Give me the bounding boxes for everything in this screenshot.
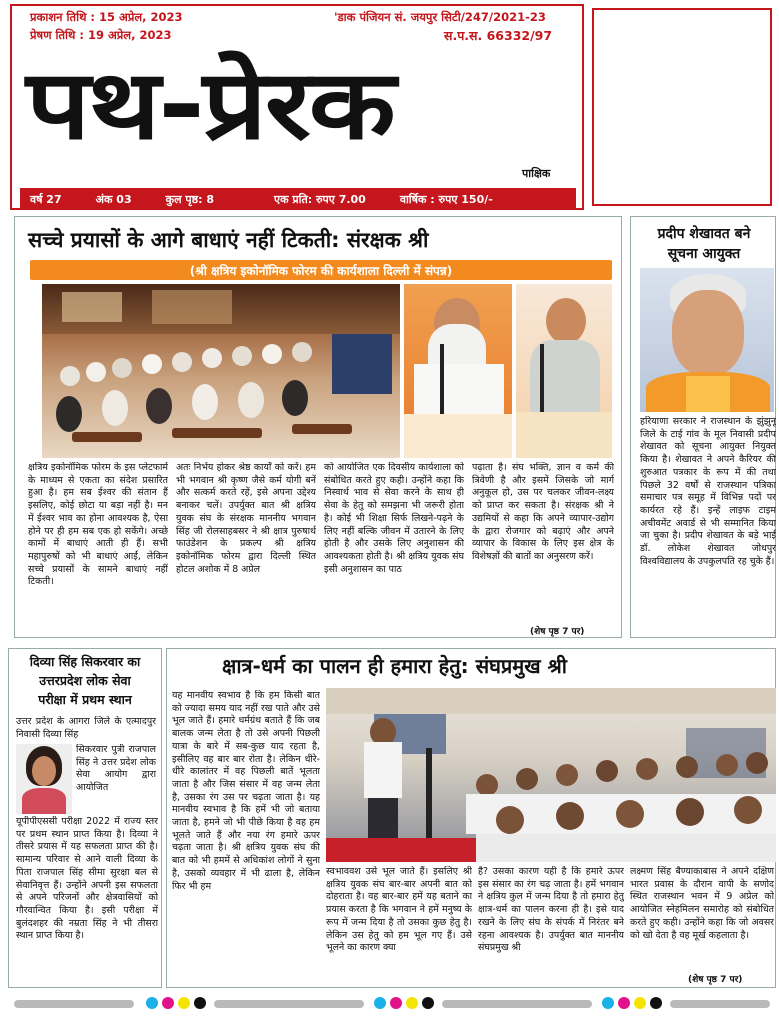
frequency-label: पाक्षिक — [522, 167, 551, 180]
dispatch-date: प्रेषण तिथि : 19 अप्रेल, 2023 — [30, 28, 172, 42]
story1-column-3: को आयोजित एक दिवसीय कार्यशाला को संबोधित करते हुए कही। उन्होंने कहा कि निस्वार्थ भाव से सेवा करने के साथ ही सेवा के हेतु को समझना भी जरूरी होता है। कोई भी शिक्षा सिर्फ लिखने-पढ़ने के लिए नहीं बल्कि जीवन में उतारने के लिए होती है और उसके लिए अनुशासन की आवश्यकता होती है। श्री क्षत्रिय युवक संघ इसी अनुशासन का पाठ — [324, 462, 464, 575]
story2-headline: क्षात्र-धर्म का पालन ही हमारा हेतु: संघप्रमुख श्री — [222, 654, 567, 678]
gathering-photo — [326, 688, 776, 862]
conference-photo — [42, 284, 400, 458]
sidebar-left-body-top: उत्तर प्रदेश के आगरा जिले के एत्मादपुर निवासी दिव्या सिंह — [16, 716, 156, 740]
registration-dot-yellow — [178, 997, 190, 1009]
story1-column-2: अतः निर्भय होकर श्रेष्ठ कार्यों को करें। हम भी भगवान श्री कृष्ण जैसे कर्म योगी बनें और सत्कर्म करते रहें, इसे अपना उद्देश्य बनाकर चलें। उपर्युक्त बात श्री क्षत्रिय युवक संघ के संरक्षक माननीय भगवान सिंह जी रोलसाहबसर ने श्री क्षात्र पुरुषार्थ फाउंडेशन के प्रकल्प श्री क्षत्रिय इकोनॉमिक फोरम द्वारा दिल्ली स्थित होटल अशोक में 8 अप्रेल — [176, 462, 316, 575]
registration-dot-magenta — [162, 997, 174, 1009]
footer-bar-4 — [670, 1000, 770, 1008]
story1-continued-note: (शेष पृष्ठ 7 पर) — [530, 627, 585, 637]
registration-dot-magenta-3 — [618, 997, 630, 1009]
sidebar-left-headline-line1: दिव्या सिंह सिकरवार का — [29, 654, 141, 669]
sidebar-left-headline — [10, 652, 160, 709]
story2-continued-note: (शेष पृष्ठ 7 पर) — [688, 975, 743, 985]
story2-column-1: यह मानवीय स्वभाव है कि हम किसी बात को ज्यादा समय याद नहीं रख पाते और उसे भूल जाते हैं। हमारे धर्मग्रंथ बताते हैं कि जब बालक जन्म लेता है तो उसे अपनी पिछली यात्रा के बारे में सब-कुछ याद रहता है, इसीलिए वह बार बार रोता है। लेकिन धीरे-धीरे कालांतर में वह पिछली बातें भूलता जाता है और जिस संसार में वह जन्म लेता है, उसका रंग उस पर चढ़ता जाता है। यह मानवीय स्वभाव है कि हमें भी जो बताया जाता है, हमने जो भी पीछे किया है वह हम भूलते जाते हैं और नया रंग हमारे ऊपर चढ़ता जाता है। श्री क्षत्रिय युवक संघ की बात को भी हममें से अधिकांश लोगों ने सुना है, उसको व्यवहार में भी ढाला है, लेकिन फिर भी हम — [172, 690, 320, 892]
registration-dot-black — [194, 997, 206, 1009]
sidebar-left-body: यूपीपीएससी परीक्षा 2022 में राज्य स्तर पर प्रथम स्थान प्राप्त किया है। दिव्या ने तीसरे प्रयास में यह सफलता प्राप्त की है। सामान्य परिवार से आने वाली दिव्या के पिता राजपाल सिंह सीमा सुरक्षा बल से सेवानिवृत्त हैं। उन्होंने अपनी इस सफलता से अपने परिजनों और क्षेत्रवासियों को गौरवान्वित किया है। इसी परीक्षा में बुलंदशहर की नम्रता सिंह ने भी तीसरा स्थान प्राप्त किया है। — [16, 816, 158, 942]
registration-dot-cyan-2 — [374, 997, 386, 1009]
publish-date: प्रकाशन तिथि : 15 अप्रेल, 2023 — [30, 10, 183, 24]
address-box — [592, 8, 772, 206]
speaker-photo-2 — [516, 284, 612, 458]
story2-column-3: है? उसका कारण यही है कि हमारे ऊपर इस संसार का रंग चढ़ जाता है। हमें भगवान ने क्षत्रिय कुल में जन्म दिया है तो हमारा हेतु क्षात्र-धर्म का पालन करना ही है। इसे याद रखने के लिए संघ के संपर्क में निरंतर बने रहना आवश्यक है। उपर्युक्त बात माननीय संघप्रमुख श्री — [478, 866, 624, 954]
portrait-photo — [640, 268, 774, 412]
footer-bar-1 — [14, 1000, 134, 1008]
divya-photo — [16, 744, 72, 814]
registration-dot-yellow-2 — [406, 997, 418, 1009]
story2-column-4: लक्ष्मण सिंह बैण्याकाबास ने अपने दक्षिण भारत प्रवास के दौरान वापी के सणोद स्थित राजस्थान भवन में 9 अप्रेल को आयोजित स्नेहमिलन समारोह को संबोधित करते हुए कही। उन्होंने कहा कि जो अवसर को खो देता है वह मूर्ख कहलाता है। — [630, 866, 774, 941]
annual-price-label: वार्षिक : रुपए 150/- — [399, 192, 493, 206]
registration-dot-cyan-3 — [602, 997, 614, 1009]
sidebar-top-body: हरियाणा सरकार ने राजस्थान के झुंझुनू जिले के टाई गांव के मूल निवासी प्रदीप शेखावत को सूचना आयुक्त नियुक्त किया है। शेखावत ने अपने कैरियर की शुरुआत पत्रकार के रूप में की तथा पिछले 32 वर्षों से राजस्थान पत्रिका समाचार पत्र समूह में विभिन्न पदों पर कार्यरत रहे हैं। इन्हें लाइफ टाइम अचीवमेंट अवार्ड से भी सम्मानित किया जा चुका है। प्रदीप शेखावत के बड़े भाई डॉ. लोकेश शेखावत जोधपुर विश्वविद्यालय के उपकुलपति रह चुके हैं। — [640, 416, 776, 567]
postal-registration: 'डाक पंजियन सं. जयपुर सिटी/247/2021-23 — [334, 10, 546, 24]
sidebar-top-headline — [634, 224, 774, 264]
newspaper-title: पथ-प्रेरक — [26, 49, 394, 161]
sidebar-left-headline-line3: परीक्षा में प्रथम स्थान — [38, 692, 132, 707]
registration-dot-black-3 — [650, 997, 662, 1009]
sidebar-left-body-side: सिकरवार पुत्री राजपाल सिंह ने उत्तर प्रदेश लोक सेवा आयोग द्वारा आयोजित — [76, 744, 156, 794]
registration-dot-cyan — [146, 997, 158, 1009]
registration-dot-magenta-2 — [390, 997, 402, 1009]
story1-headline: सच्चे प्रयासों के आगे बाधाएं नहीं टिकती: संरक्षक श्री — [28, 228, 429, 252]
story2-column-2: स्वभाववश उसे भूल जाते हैं। इसलिए श्री क्षत्रिय युवक संघ बार-बार अपनी बात को दोहराता है। वह बार-बार हमें यह बताने का प्रयास करता है कि भगवान ने हमें मनुष्य के रूप में जन्म दिया है तो उसका कुछ हेतु है। लेकिन उस हेतु को हम भूल गए हैं। उसे भूलने का कारण क्या — [326, 866, 472, 954]
sidebar-left-headline-line2: उत्तरप्रदेश लोक सेवा — [39, 673, 131, 688]
price-label: एक प्रति: रुपए 7.00 — [273, 192, 366, 206]
story1-column-4: पढ़ाता है। संघ भक्ति, ज्ञान व कर्म की त्रिवेणी है और इसमें जिसके जो मार्ग अनुकूल हो, उस पर चलकर जीवन-लक्ष्य को प्राप्त कर सकता है। संरक्षक श्री ने उद्यमियों से कहा कि अपने व्यापार-उद्योग के द्वारा रोजगार को बढ़ाएं और अपने व्यापार के विकास के लिए इस क्षेत्र के विशेषज्ञों की बातों का अनुसरण करें। — [472, 462, 614, 562]
rni-number: स.प.स. 66332/97 — [444, 28, 553, 43]
story1-subhead: (श्री क्षत्रिय इकोनॉमिक फोरम की कार्यशाला दिल्ली में संपन्न) — [30, 260, 612, 280]
year-label: वर्ष 27 — [30, 192, 62, 206]
masthead — [10, 4, 584, 210]
registration-dot-black-2 — [422, 997, 434, 1009]
story1-column-1: क्षत्रिय इकोनॉमिक फोरम के इस प्लेटफार्म के माध्यम से एकता का संदेश प्रसारित हुआ है। हम सब ईश्वर की संतान हैं इसलिए, कोई छोटा या बड़ा नहीं है। मन में ईश्वर भाव का होना आवश्यक है, ऐसा होने पर ही हम सब एक हो सकेंगे। अच्छे कामों में बाधाएं आती ही हैं। सभी महापुरुषों को भी बाधाएं आईं, लेकिन सच्चे प्रयासों के सामने बाधाएं नहीं टिकती। — [28, 462, 168, 588]
pages-label: कुल पृष्ठ: 8 — [165, 192, 214, 206]
registration-dot-yellow-3 — [634, 997, 646, 1009]
footer-bar-3 — [442, 1000, 592, 1008]
issue-info-bar — [20, 188, 576, 210]
sidebar-top-headline-line1: प्रदीप शेखावत बने — [657, 226, 751, 242]
sidebar-top-headline-line2: सूचना आयुक्त — [667, 246, 741, 262]
speaker-photo-1 — [404, 284, 512, 458]
issue-label: अंक 03 — [95, 192, 132, 206]
footer-bar-2 — [214, 1000, 364, 1008]
